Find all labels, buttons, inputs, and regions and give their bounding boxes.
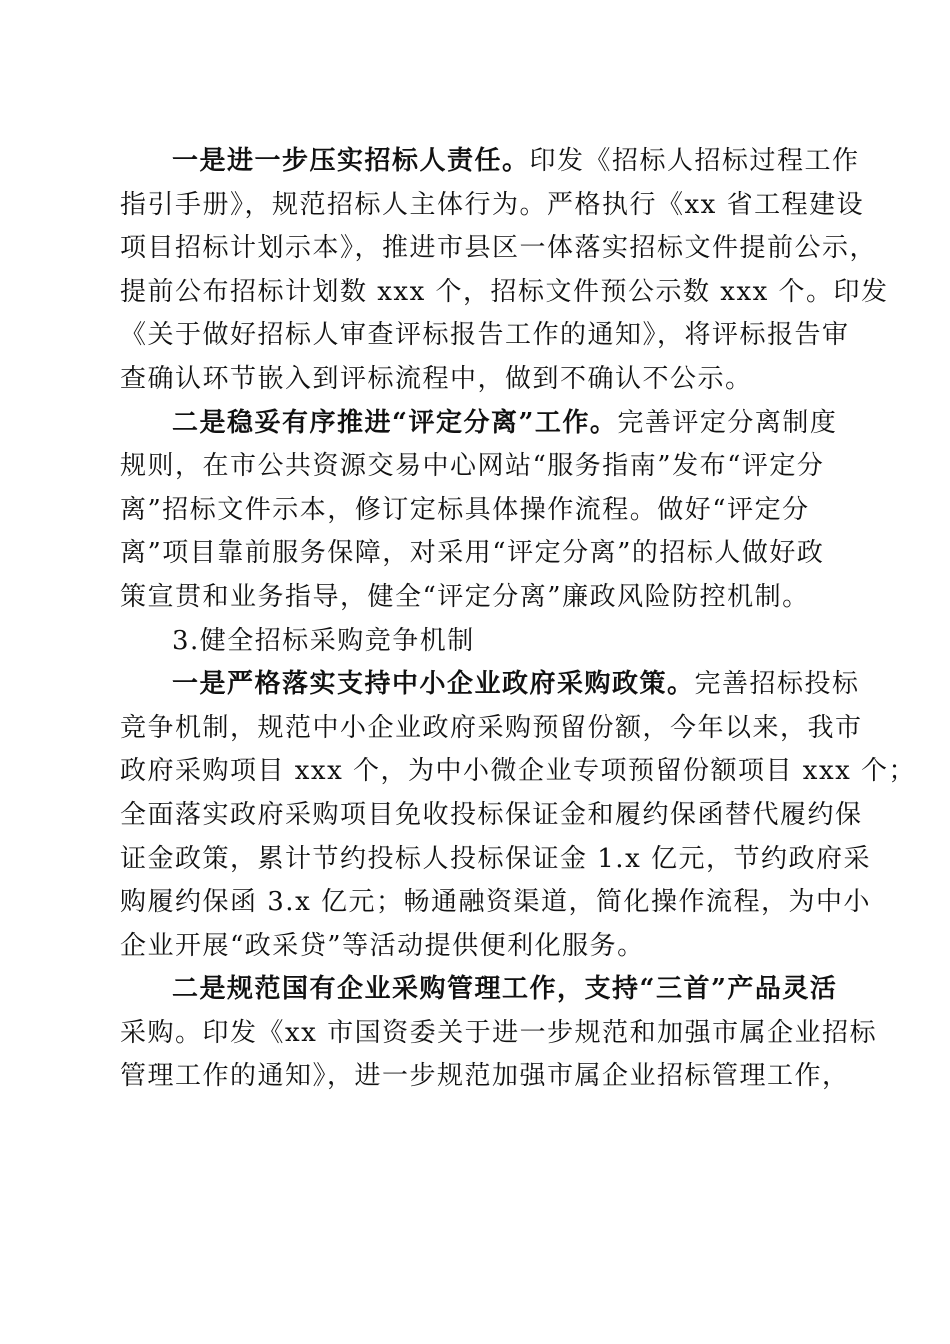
paragraph-line: 离”招标文件示本，修订定标具体操作流程。做好“评定分 [120, 494, 810, 525]
paragraph-text: 印发《招标人招标过程工作 [529, 146, 860, 176]
paragraph-4 [120, 968, 878, 1099]
paragraph-lead: 一是进一步压实招标人责任。 [172, 146, 530, 176]
paragraph-lead: 二是稳妥有序推进“评定分离”工作。 [172, 407, 618, 438]
paragraph-1 [120, 140, 889, 402]
paragraph-2 [120, 402, 838, 620]
paragraph-line: 查确认环节嵌入到评标流程中，做到不确认不公示。 [120, 363, 753, 394]
paragraph-lead: 二是规范国有企业采购管理工作，支持“三首”产品灵活 [172, 974, 838, 1005]
paragraph-line: 策宣贯和业务指导，健全“评定分离”廉政风险防控机制。 [120, 581, 810, 612]
paragraph-line: 项目招标计划示本》，推进市县区一体落实招标文件提前公示， [120, 233, 878, 264]
paragraph-line: 管理工作的通知》，进一步规范加强市属企业招标管理工作， [120, 1061, 850, 1092]
paragraph-line: 规则，在市公共资源交易中心网站“服务指南”发布“评定分 [120, 451, 825, 482]
paragraph-line: 提前公布招标计划数 xxx 个，招标文件预公示数 xxx 个。印发 [120, 276, 889, 307]
paragraph-line: 全面落实政府采购项目免收投标保证金和履约保函替代履约保 [120, 799, 863, 830]
paragraph-text: 完善招标投标 [694, 669, 860, 700]
paragraph-line [120, 140, 860, 184]
paragraph-lead: 一是严格落实支持中小企业政府采购政策。 [172, 669, 695, 700]
paragraph-line: 指引手册》，规范招标人主体行为。严格执行《xx 省工程建设 [120, 189, 865, 220]
paragraph-line: 企业开展“政采贷”等活动提供便利化服务。 [120, 930, 645, 961]
paragraph-line: 竞争机制，规范中小企业政府采购预留份额，今年以来，我市 [120, 712, 863, 743]
paragraph-line: 政府采购项目 xxx 个，为中小微企业专项预留份额项目 xxx 个； [120, 756, 917, 787]
section-heading [120, 620, 830, 664]
paragraph-3 [120, 663, 917, 968]
paragraph-line: 离”项目靠前服务保障，对采用“评定分离”的招标人做好政 [120, 538, 825, 569]
document-page [120, 140, 917, 1099]
paragraph-text: 完善评定分离制度 [617, 407, 838, 438]
paragraph-line [120, 663, 860, 707]
paragraph-line: 《关于做好招标人审查评标报告工作的通知》，将评标报告审 [120, 320, 850, 351]
section-heading-text: 3.健全招标采购竞争机制 [172, 625, 475, 656]
paragraph-line: 购履约保函 3.x 亿元；畅通融资渠道，简化操作流程，为中小 [120, 887, 871, 918]
paragraph-line: 采购。印发《xx 市国资委关于进一步规范和加强市属企业招标 [120, 1017, 878, 1048]
paragraph-line [120, 968, 838, 1012]
paragraph-line: 证金政策，累计节约投标人投标保证金 1.x 亿元，节约政府采 [120, 843, 871, 874]
paragraph-line [120, 402, 838, 446]
